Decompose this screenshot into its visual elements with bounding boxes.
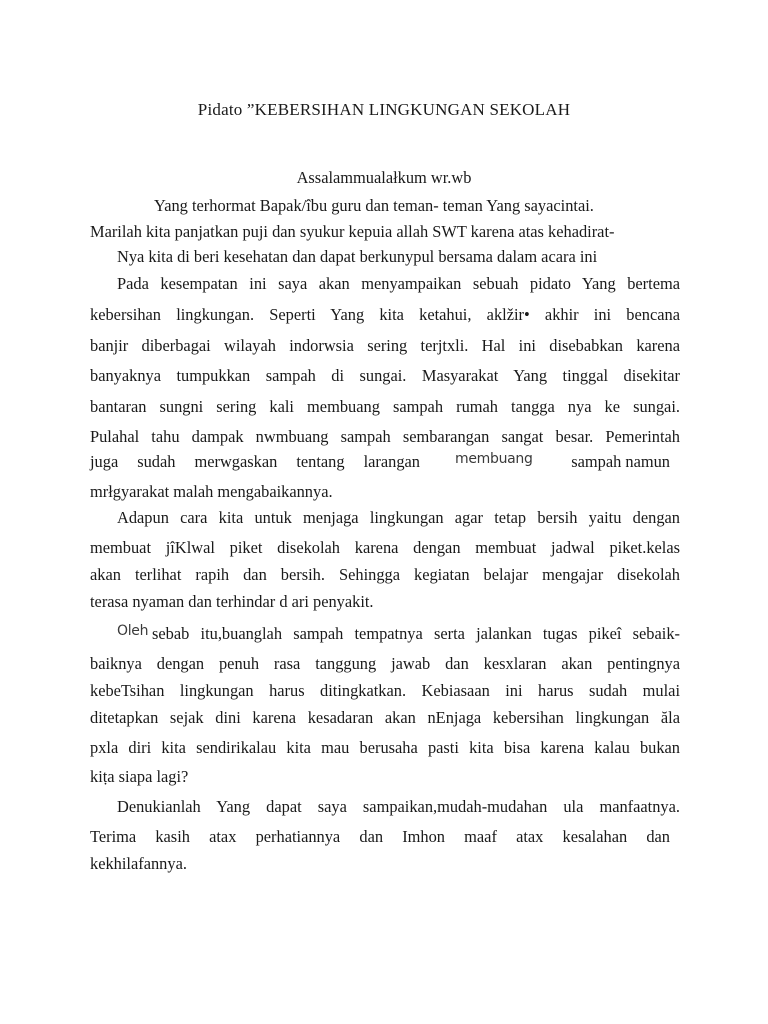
paragraph-1-line-8: mrłgyarakat malah mengabaikannya. — [90, 482, 333, 501]
opening-line-3: Nya kita di beri kesehatan dan dapat berkunypul bersama dalam acara ini — [117, 247, 598, 266]
paragraph-1-line-4: banyaknya tumpukkan sampah di sungai. Masyarakat Yang tinggal disekitar — [90, 366, 680, 385]
paragraph-3-line-2: baiknya dengan penuh rasa tanggung jawab dan kesxlaran akan pentingnya — [90, 654, 680, 673]
closing-line-1: Denukianlah Yang dapat saya sampaikan,mudah-mudahan ula manfaatnya. — [117, 797, 680, 816]
paragraph-1-line-2: kebersihan lingkungan. Seperti Yang kita ketahui, aklžir• akhir ini bencana — [90, 305, 680, 324]
paragraph-1-line-3: banjir diberbagai wilayah indorwsia sering terjtxli. Hal ini disebabkan karena — [90, 336, 680, 355]
paragraph-1-line-5: bantaran sungni sering kali membuang sampah rumah tangga nya ke sungai. — [90, 397, 680, 416]
paragraph-3-line-5: pxla diri kita sendirikalau kita mau berusaha pasti kita bisa karena kalau bukan — [90, 738, 680, 757]
paragraph-2-line-1: Adapun cara kita untuk menjaga lingkungan agar tetap bersih yaitu dengan — [117, 508, 680, 527]
closing-line-3: kekhilafannya. — [90, 854, 187, 873]
speech-title: Pidato ”KEBERSIHAN LINGKUNGAN SEKOLAH — [197, 100, 571, 119]
paragraph-1-line-7-end: sampah namun — [571, 452, 670, 471]
opening-line-2: Marilah kita panjatkan puji dan syukur kepuia allah SWT karena atas kehadirat- — [90, 222, 615, 241]
paragraph-2-line-4: terasa nyaman dan terhindar d ari penyakit. — [90, 592, 374, 611]
opening-line-1: Yang terhormat Bapak/îbu guru dan teman- teman Yang sayacintai. — [154, 196, 594, 215]
membuang-smudge: membuang — [455, 451, 533, 467]
paragraph-1-line-1: Pada kesempatan ini saya akan menyampaikan sebuah pidato Yang bertema — [117, 274, 680, 293]
paragraph-3-line-1: sebab itu,buanglah sampah tempatnya serta jalankan tugas pikeî sebaik- — [152, 624, 680, 643]
paragraph-3-line-4: ditetapkan sejak dini karena kesadaran akan nEnjaga kebersihan lingkungan ăla — [90, 708, 680, 727]
paragraph-2-line-3: akan terlihat rapih dan bersih. Sehingga kegiatan belajar mengajar disekolah — [90, 565, 680, 584]
greeting: Assalammualałkum wr.wb — [296, 168, 472, 187]
paragraph-2-line-2: membuat jîKlwal piket disekolah karena dengan membuat jadwal piket.kelas — [90, 538, 680, 557]
oleh-smudge: Oleh — [117, 623, 149, 639]
paragraph-1-line-7: juga sudah merwgaskan tentang larangan — [90, 452, 420, 471]
paragraph-3-line-3: kebeTsihan lingkungan harus ditingkatkan. Kebiasaan ini harus sudah mulai — [90, 681, 680, 700]
paragraph-3-line-6: kiṭa siapa lagi? — [90, 767, 189, 786]
paragraph-1-line-6: Pulahal tahu dampak nwmbuang sampah sembarangan sangat besar. Pemerintah — [90, 427, 680, 446]
closing-line-2: Terima kasih atax perhatiannya dan Imhon maaf atax kesalahan dan — [90, 827, 670, 846]
